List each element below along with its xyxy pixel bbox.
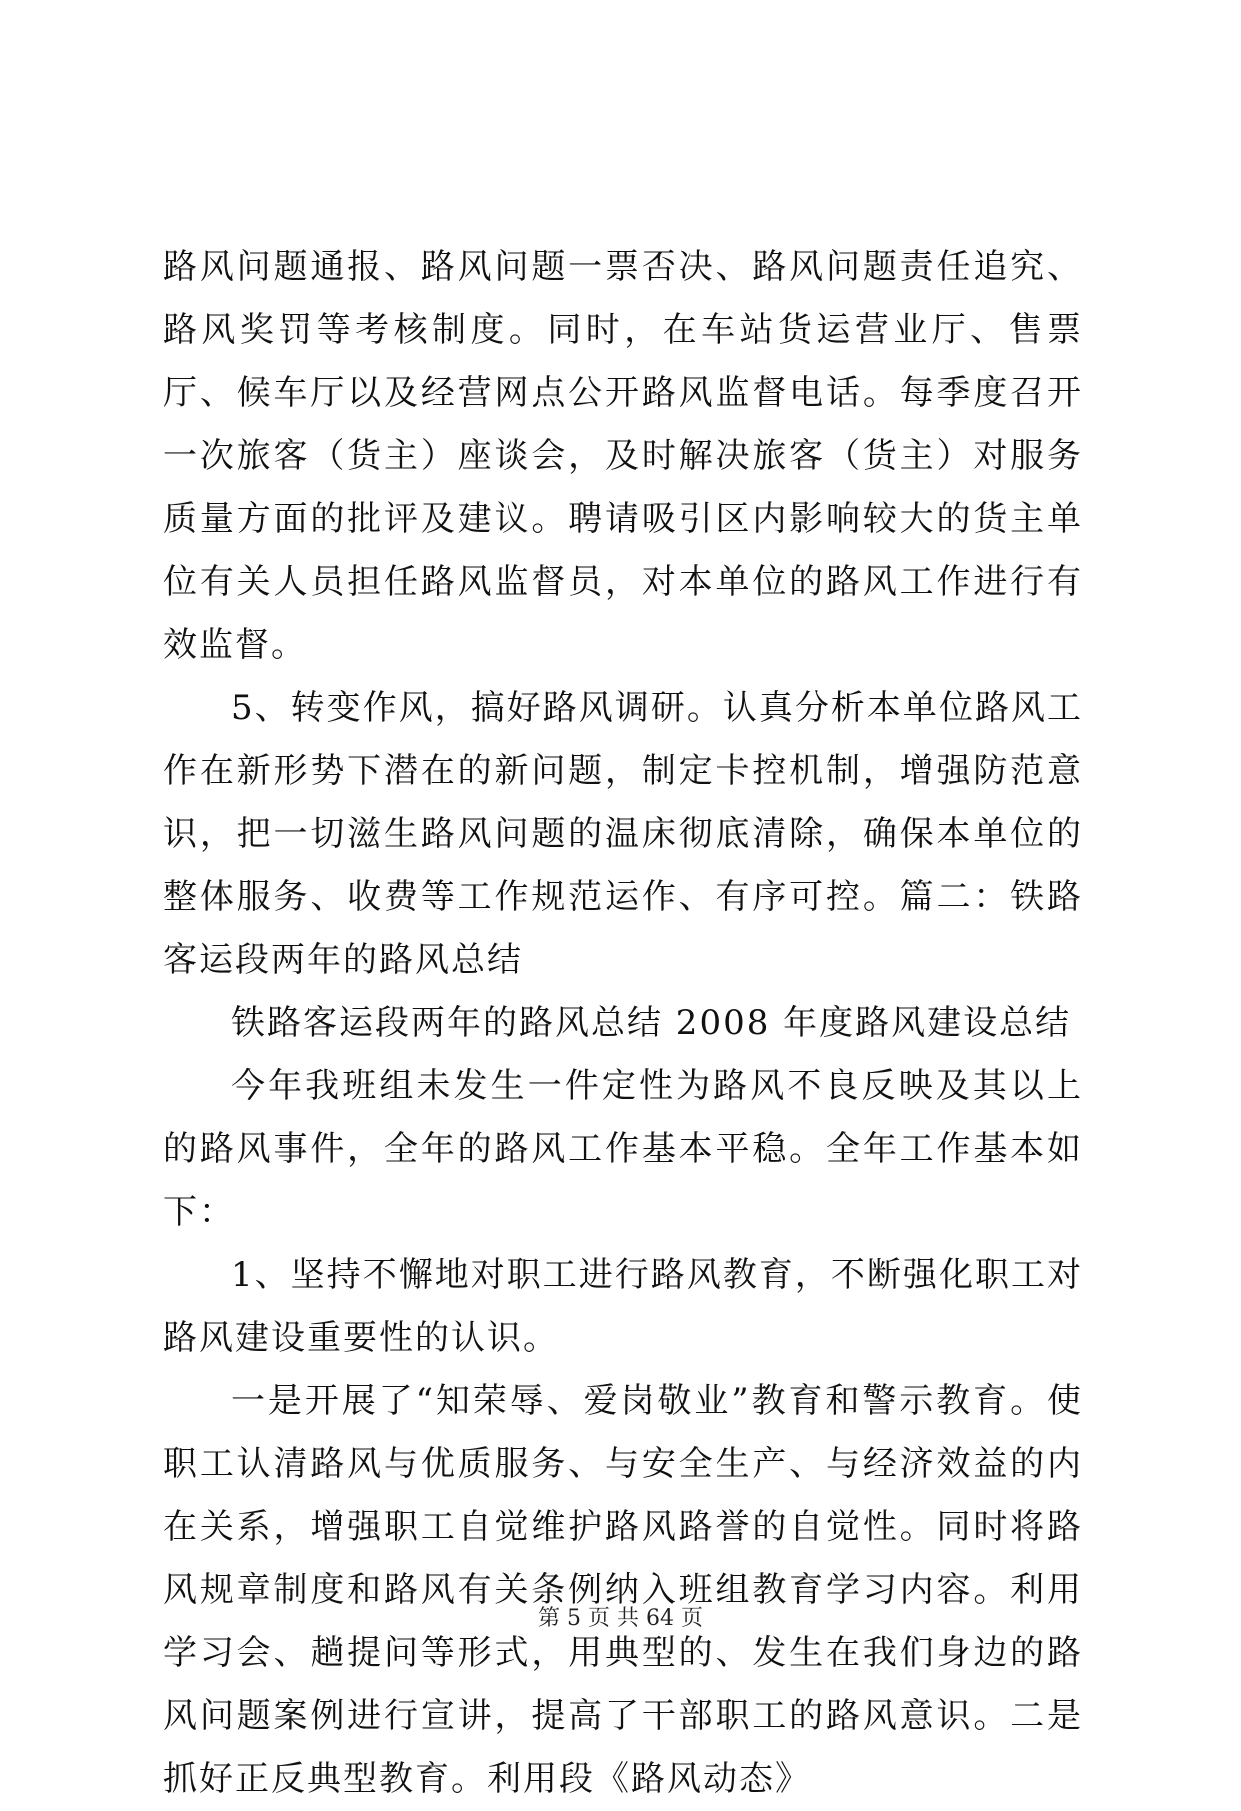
paragraph-item-1: 1、坚持不懈地对职工进行路风教育，不断强化职工对路风建设重要性的认识。 bbox=[163, 1255, 1083, 1358]
paragraph-item-5: 5、转变作风，搞好路风调研。认真分析本单位路风工作在新形势下潜在的新问题，制定卡控机制，增强防范意识，把一切滋生路风问题的温床彻底清除，确保本单位的整体服务、收费等工作规范运作、有序可控。篇二：铁路客运段两年的路风总结 bbox=[163, 688, 1083, 980]
paragraph-section-title: 铁路客运段两年的路风总结 2008 年度路风建设总结 bbox=[231, 1003, 1072, 1043]
document-body bbox=[163, 236, 1083, 1811]
page-footer: 第 5 页 共 64 页 bbox=[538, 1606, 703, 1631]
paragraph-continuation: 路风问题通报、路风问题一票否决、路风问题责任追究、路风奖罚等考核制度。同时，在车站货运营业厅、售票厅、候车厅以及经营网点公开路风监督电话。每季度召开一次旅客（货主）座谈会，及时解决旅客（货主）对服务质量方面的批评及建议。聘请吸引区内影响较大的货主单位有关人员担任路风监督员，对本单位的路风工作进行有效监督。 bbox=[163, 247, 1083, 665]
paragraph-education: 一是开展了“知荣辱、爱岗敬业”教育和警示教育。使职工认清路风与优质服务、与安全生产、与经济效益的内在关系，增强职工自觉维护路风路誉的自觉性。同时将路风规章制度和路风有关条例纳入班组教育学习内容。利用学习会、趟提问等形式，用典型的、发生在我们身边的路风问题案例进行宣讲，提高了干部职工的路风意识。二是抓好正反典型教育。利用段《路风动态》 bbox=[163, 1381, 1083, 1799]
paragraph-summary: 今年我班组未发生一件定性为路风不良反映及其以上的路风事件，全年的路风工作基本平稳。全年工作基本如下： bbox=[163, 1066, 1083, 1232]
